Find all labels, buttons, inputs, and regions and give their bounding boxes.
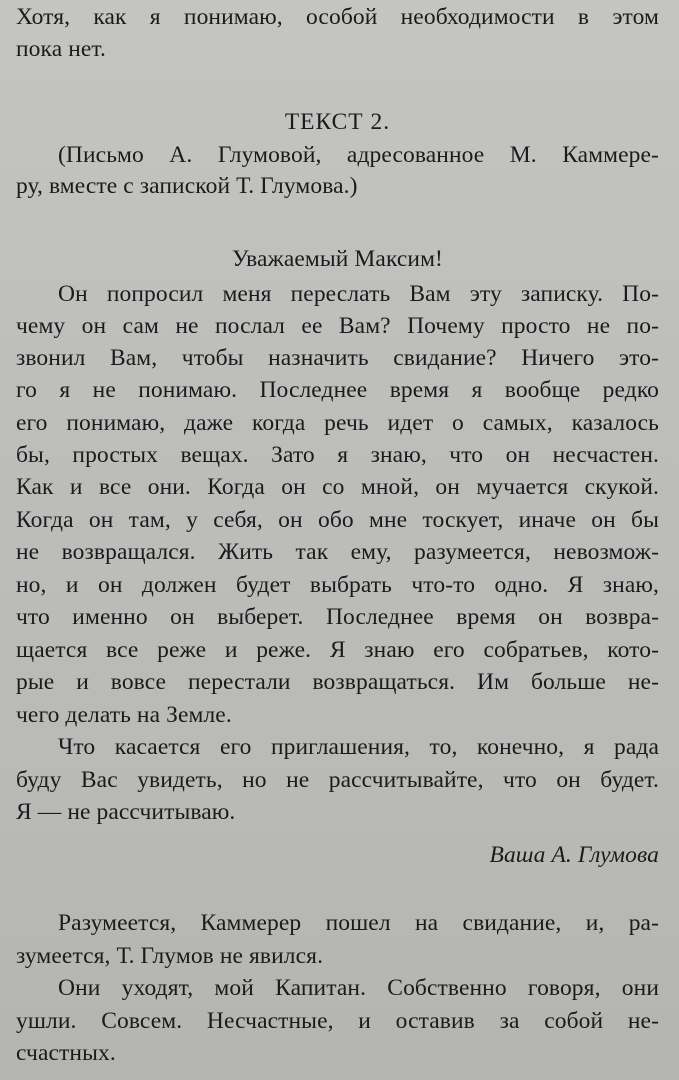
text-line: Разумеется, Каммерер пошел на свидание, и, ра- bbox=[58, 910, 659, 936]
text-line: Как и все они. Когда он со мной, он мучается скукой. bbox=[16, 474, 659, 500]
text-line: чего делать на Земле. bbox=[16, 702, 232, 728]
text-line: счастных. bbox=[16, 1040, 116, 1066]
text-line: звонил Вам, чтобы назначить свидание? Ничего это- bbox=[16, 345, 659, 371]
text-line: не возвращался. Жить так ему, разумеется, невозмож- bbox=[16, 539, 659, 565]
text-line: щается все реже и реже. Я знаю его собратьев, кото- bbox=[16, 637, 659, 663]
text-line: его понимаю, даже когда речь идет о самых, казалось bbox=[16, 410, 659, 436]
text-line: Хотя, как я понимаю, особой необходимости в этом bbox=[16, 4, 659, 30]
text-line: Я — не рассчитываю. bbox=[16, 799, 236, 825]
text-line: Что касается его приглашения, то, конечно, я рада bbox=[58, 734, 659, 760]
subtitle-line: (Письмо А. Глумовой, адресованное М. Каммере- bbox=[58, 142, 659, 168]
subtitle-line: ру, вместе с запиской Т. Глумова.) bbox=[16, 173, 358, 199]
text-line: пока нет. bbox=[16, 36, 106, 62]
text-line: зумеется, Т. Глумов не явился. bbox=[16, 943, 324, 969]
text-line: что именно он выберет. Последнее время он возвра- bbox=[16, 604, 659, 630]
text-line: Он попросил меня переслать Вам эту записку. По- bbox=[58, 281, 659, 307]
text-line: ушли. Совсем. Несчастные, и оставив за собой не- bbox=[16, 1008, 659, 1034]
text-line: бы, простых вещах. Зато я знаю, что он несчастен. bbox=[16, 442, 659, 468]
text-line: чему он сам не послал ее Вам? Почему просто не по- bbox=[16, 313, 659, 339]
text-line: Когда он там, у себя, он обо мне тоскует, иначе он бы bbox=[16, 507, 659, 533]
text-line: но, и он должен будет выбрать что-то одно. Я знаю, bbox=[16, 572, 659, 598]
signature: Ваша А. Глумова bbox=[489, 842, 659, 868]
text-line: рые и вовсе перестали возвращаться. Им больше не- bbox=[16, 669, 659, 695]
text-line: го я не понимаю. Последнее время я вообще редко bbox=[16, 377, 659, 403]
text-line: буду Вас увидеть, но не рассчитывайте, что он будет. bbox=[16, 767, 659, 793]
section-heading: ТЕКСТ 2. bbox=[284, 109, 391, 135]
salutation: Уважаемый Максим! bbox=[232, 246, 443, 272]
text-line: Они уходят, мой Капитан. Собственно говоря, они bbox=[58, 975, 659, 1001]
